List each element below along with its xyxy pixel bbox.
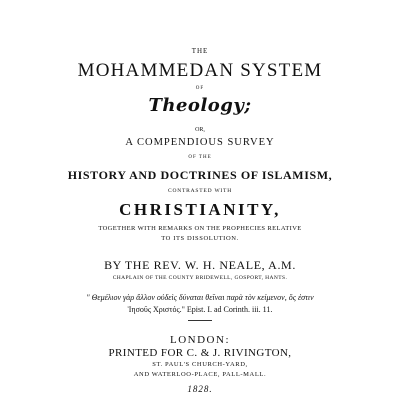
of-the-label: OF THE <box>188 155 212 160</box>
imprint-printer: PRINTED FOR C. & J. RIVINGTON, <box>108 347 292 359</box>
author-line: BY THE REV. W. H. NEALE, A.M. <box>104 258 296 272</box>
subtitle-survey: A COMPENDIOUS SURVEY <box>125 137 275 148</box>
imprint-address-1: ST. PAUL'S CHURCH-YARD, <box>152 361 248 368</box>
contrasted-label: CONTRASTED WITH <box>168 188 232 194</box>
main-title: MOHAMMEDAN SYSTEM <box>77 60 323 81</box>
theology-title: Theology; <box>148 95 252 116</box>
remarks-line-1: TOGETHER WITH REMARKS ON THE PROPHECIES RELATIVE <box>98 225 302 232</box>
epigraph-line-2: Ἰησοῦς Χριστός." Epist. I. ad Corinth. iii. 11. <box>127 305 273 314</box>
imprint-year: 1828. <box>187 384 213 394</box>
author-position: CHAPLAIN OF THE COUNTY BRIDEWELL, GOSPORT, HANTS. <box>112 275 288 281</box>
subtitle-history: HISTORY AND DOCTRINES OF ISLAMISM, <box>67 168 333 182</box>
imprint-city: LONDON: <box>170 334 230 346</box>
remarks-line-2: TO ITS DISSOLUTION. <box>161 235 239 242</box>
of-label: OF <box>195 86 205 91</box>
divider-rule <box>188 320 212 321</box>
imprint-address-2: AND WATERLOO-PLACE, PALL-MALL. <box>133 371 267 378</box>
epigraph-line-1: " Θεμέλιον γὰρ ἄλλον οὐδεὶς δύναται θεῖναι παρὰ τὸν κείμενον, ὅς ἐστιν <box>86 293 314 302</box>
christianity-title: CHRISTIANITY, <box>119 200 281 219</box>
or-label: OR, <box>195 127 205 133</box>
the-label: THE <box>191 47 209 55</box>
